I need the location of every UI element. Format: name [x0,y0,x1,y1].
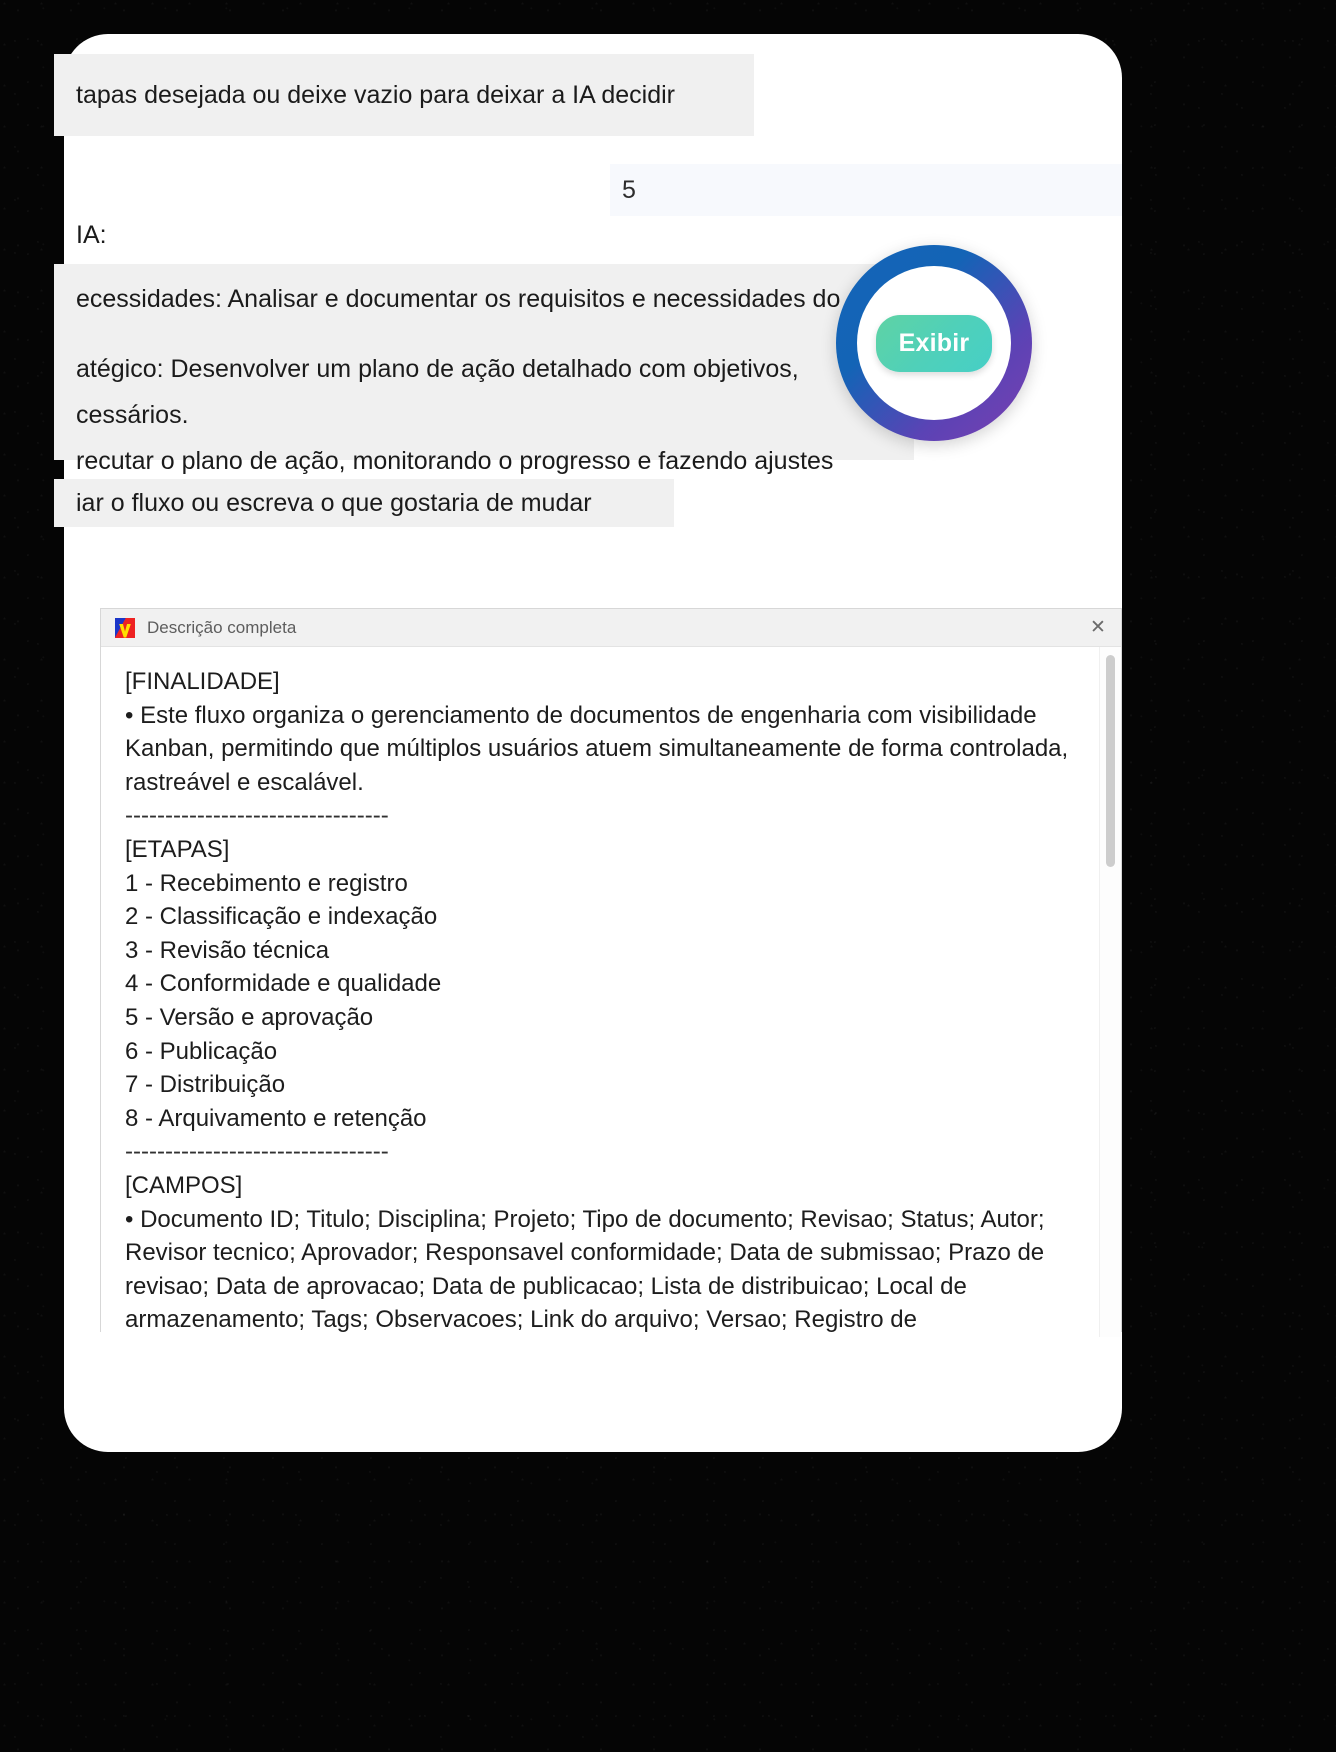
etapa-item: 5 - Versão e aprovação [125,1003,374,1031]
separator-1: --------------------------------- [125,802,389,830]
etapa-item: 7 - Distribuição [125,1071,286,1099]
app-card [64,34,1122,1452]
dialog-title-bar [101,609,1121,647]
ia-step-line [76,322,914,346]
finalidade-text: • Este fluxo organiza o gerenciamento de documentos de engenharia com visibilidade Kanban, permitindo que múltiplos usuários atuem simultaneamente de forma controlada, rastreável e escalável. [125,701,1069,796]
etapa-item: 4 - Conformidade e qualidade [125,970,442,998]
dialog-body-text [101,647,1099,1337]
etapa-item: 2 - Classificação e indexação [125,903,438,931]
exibir-highlight-ring [836,245,1032,441]
edit-flow-hint-text: iar o fluxo ou escreva o que gostaria de mudar [54,479,674,527]
scrollbar-thumb[interactable] [1106,655,1115,867]
ia-step-line: atégico: Desenvolver um plano de ação detalhado com objetivos, [76,355,799,383]
campos-text: • Documento ID; Titulo; Disciplina; Projeto; Tipo de documento; Revisao; Status; Autor; Revisor tecnico; Aprovador; Responsavel conformidade; Data de submissao; Prazo de revisao; Data de aprovacao; Data de publicacao; Lista de distribuicao; Local de armazenamento; Tags; Observacoes; Link do arquivo; Versao; Registro de [125,1205,1045,1334]
separator-2: --------------------------------- [125,1138,389,1166]
close-icon[interactable]: ✕ [1090,616,1106,638]
ia-step-line: ecessidades: Analisar e documentar os requisitos e necessidades do [76,285,841,313]
ia-section-label: IA: [76,221,107,249]
descricao-completa-dialog [100,608,1122,1332]
etapa-item: 1 - Recebimento e registro [125,869,408,897]
ia-step-line: recutar o plano de ação, monitorando o progresso e fazendo ajustes [76,447,834,475]
finalidade-heading: [FINALIDADE] [125,668,280,695]
etapa-item: 8 - Arquivamento e retenção [125,1104,427,1132]
dialog-scrollbar[interactable] [1099,647,1121,1337]
etapa-item: 3 - Revisão técnica [125,936,330,964]
etapas-heading: [ETAPAS] [125,835,230,863]
etapas-count-input[interactable]: 5 [610,164,1122,216]
campos-heading: [CAMPOS] [125,1171,243,1199]
etapa-item: 6 - Publicação [125,1037,278,1065]
highlight-inner-circle [857,266,1011,420]
ia-step-line: cessários. [76,401,189,429]
ia-steps-preview [54,264,914,475]
dialog-title: Descrição completa [147,617,297,637]
exibir-button[interactable]: Exibir [876,315,992,372]
app-logo-icon [115,618,135,638]
dialog-body-wrapper [101,647,1121,1337]
etapas-hint-text: tapas desejada ou deixe vazio para deixar a IA decidir [54,54,754,136]
